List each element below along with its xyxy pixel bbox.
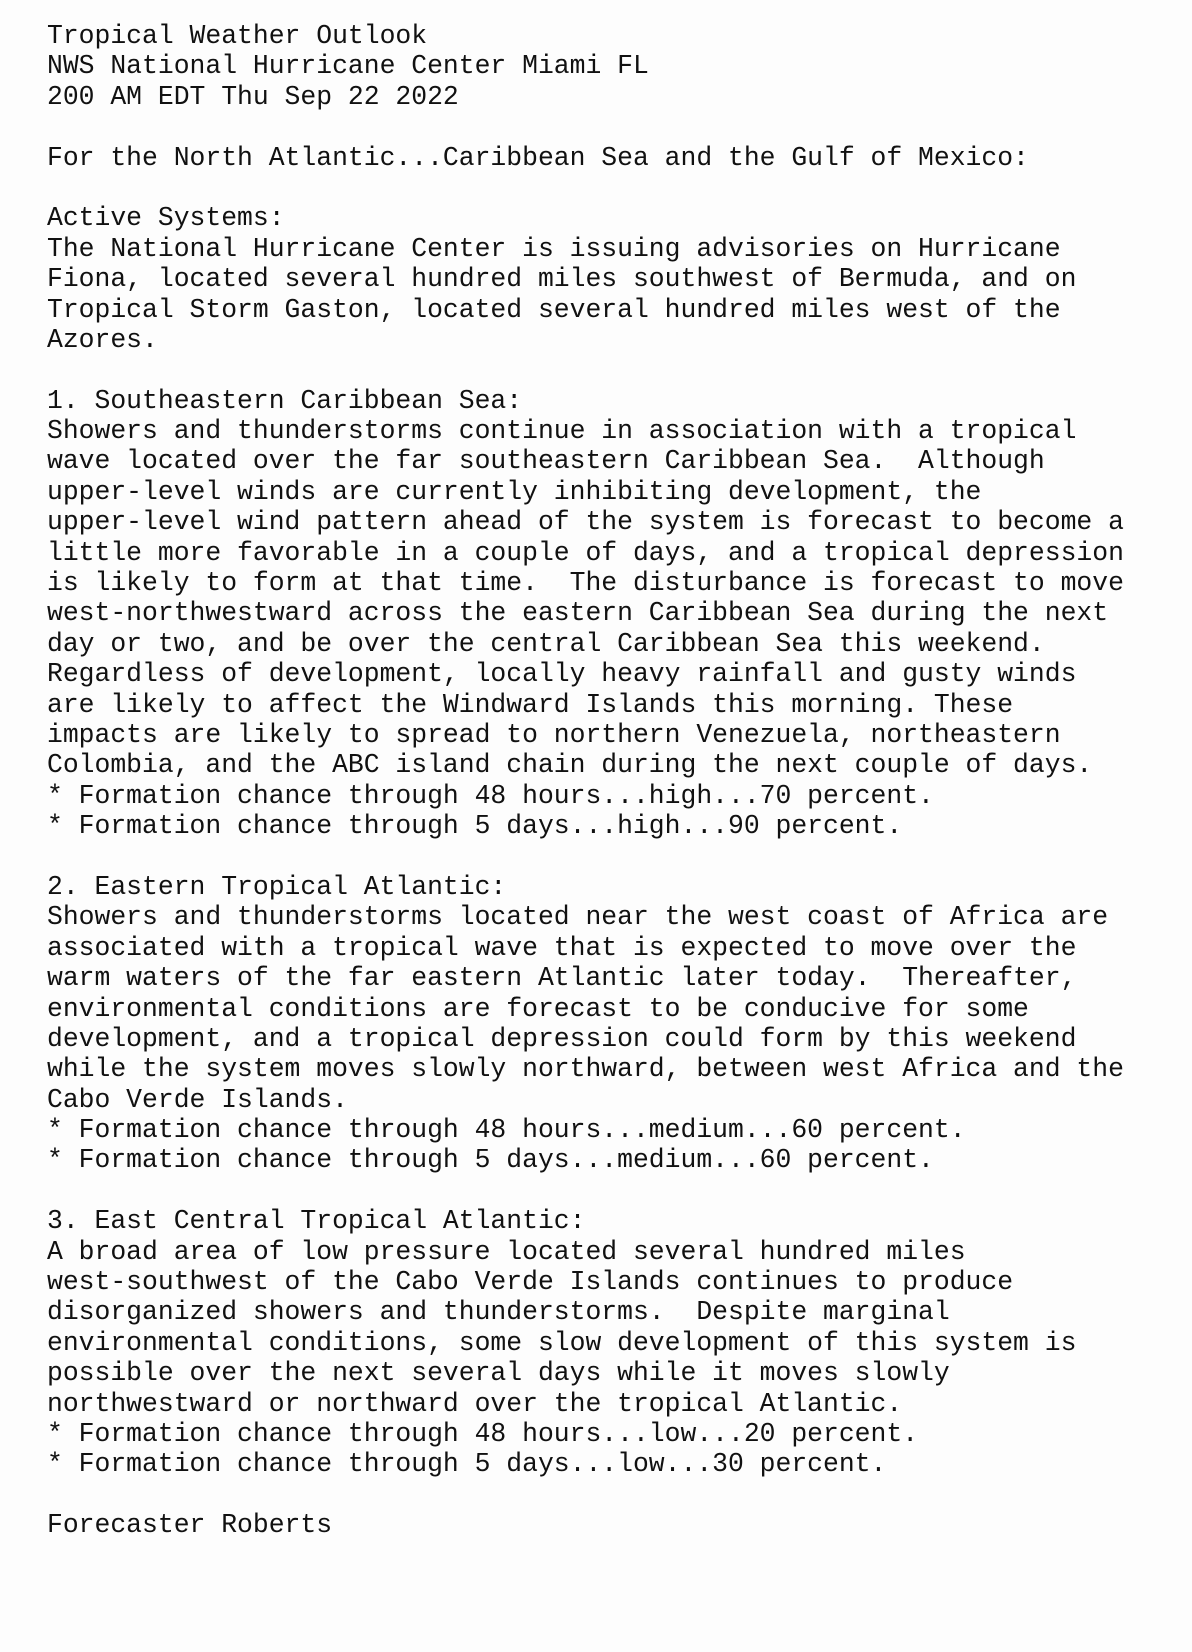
body-line: disorganized showers and thunderstorms. Despite marginal [47, 1297, 950, 1328]
body-line: associated with a tropical wave that is expected to move over the [47, 932, 1077, 963]
body-line: development, and a tropical depression could form by this weekend [47, 1023, 1077, 1054]
body-line: west-northwestward across the eastern Caribbean Sea during the next [47, 598, 1109, 629]
body-line: are likely to affect the Windward Islands this morning. These [47, 689, 1014, 720]
blank-line [47, 1480, 1192, 1510]
issuing-office: NWS National Hurricane Center Miami FL [47, 51, 649, 82]
active-systems-section [47, 203, 1192, 355]
body-line: Showers and thunderstorms located near the west coast of Africa are [47, 902, 1109, 933]
body-line: upper-level winds are currently inhibiting development, the [47, 476, 982, 507]
outlook-title: 3. East Central Tropical Atlantic: [47, 1206, 586, 1237]
formation-chance-5d: * Formation chance through 5 days...high...90 percent. [47, 811, 903, 842]
body-line: is likely to form at that time. The disturbance is forecast to move [47, 568, 1124, 599]
outlook-item-2 [47, 872, 1192, 1176]
blank-line [47, 173, 1192, 203]
formation-chance-5d: * Formation chance through 5 days...medium...60 percent. [47, 1145, 934, 1176]
formation-chance-5d: * Formation chance through 5 days...low...30 percent. [47, 1449, 887, 1480]
formation-chance-48h: * Formation chance through 48 hours...high...70 percent. [47, 780, 934, 811]
body-line: Regardless of development, locally heavy rainfall and gusty winds [47, 659, 1077, 690]
body-line: Tropical Storm Gaston, located several hundred miles west of the [47, 294, 1061, 325]
forecaster-signature: Forecaster Roberts [47, 1510, 333, 1541]
body-line: environmental conditions are forecast to be conducive for some [47, 993, 1029, 1024]
blank-line [47, 1176, 1192, 1206]
formation-chance-48h: * Formation chance through 48 hours...low...20 percent. [47, 1418, 919, 1449]
body-line: Fiona, located several hundred miles southwest of Bermuda, and on [47, 264, 1077, 295]
formation-chance-48h: * Formation chance through 48 hours...medium...60 percent. [47, 1115, 966, 1146]
body-line: northwestward or northward over the tropical Atlantic. [47, 1388, 903, 1419]
body-line: Colombia, and the ABC island chain during the next couple of days. [47, 750, 1093, 781]
body-line: little more favorable in a couple of days, and a tropical depression [47, 537, 1124, 568]
body-line: west-southwest of the Cabo Verde Islands continues to produce [47, 1267, 1014, 1298]
blank-line [47, 842, 1192, 872]
body-line: Showers and thunderstorms continue in association with a tropical [47, 416, 1077, 447]
outlook-title: 2. Eastern Tropical Atlantic: [47, 871, 507, 902]
body-line: A broad area of low pressure located several hundred miles [47, 1236, 966, 1267]
blank-line [47, 112, 1192, 142]
body-line: while the system moves slowly northward, between west Africa and the [47, 1054, 1124, 1085]
body-line: day or two, and be over the central Caribbean Sea this weekend. [47, 628, 1045, 659]
section-heading: Active Systems: [47, 203, 285, 234]
body-line: warm waters of the far eastern Atlantic later today. Thereafter, [47, 963, 1077, 994]
outlook-title: 1. Southeastern Caribbean Sea: [47, 385, 523, 416]
body-line: Azores. [47, 324, 158, 355]
body-line: Cabo Verde Islands. [47, 1084, 348, 1115]
body-line: wave located over the far southeastern Caribbean Sea. Although [47, 446, 1045, 477]
issue-time: 200 AM EDT Thu Sep 22 2022 [47, 81, 459, 112]
outlook-item-1 [47, 386, 1192, 842]
blank-line [47, 355, 1192, 385]
body-line: The National Hurricane Center is issuing advisories on Hurricane [47, 233, 1061, 264]
body-line: environmental conditions, some slow development of this system is [47, 1327, 1077, 1358]
outlook-item-3 [47, 1206, 1192, 1480]
body-line: possible over the next several days while it moves slowly [47, 1358, 950, 1389]
scope-line: For the North Atlantic...Caribbean Sea and the Gulf of Mexico: [47, 142, 1029, 173]
body-line: impacts are likely to spread to northern Venezuela, northeastern [47, 719, 1061, 750]
product-title: Tropical Weather Outlook [47, 21, 428, 51]
body-line: upper-level wind pattern ahead of the system is forecast to become a [47, 507, 1124, 538]
